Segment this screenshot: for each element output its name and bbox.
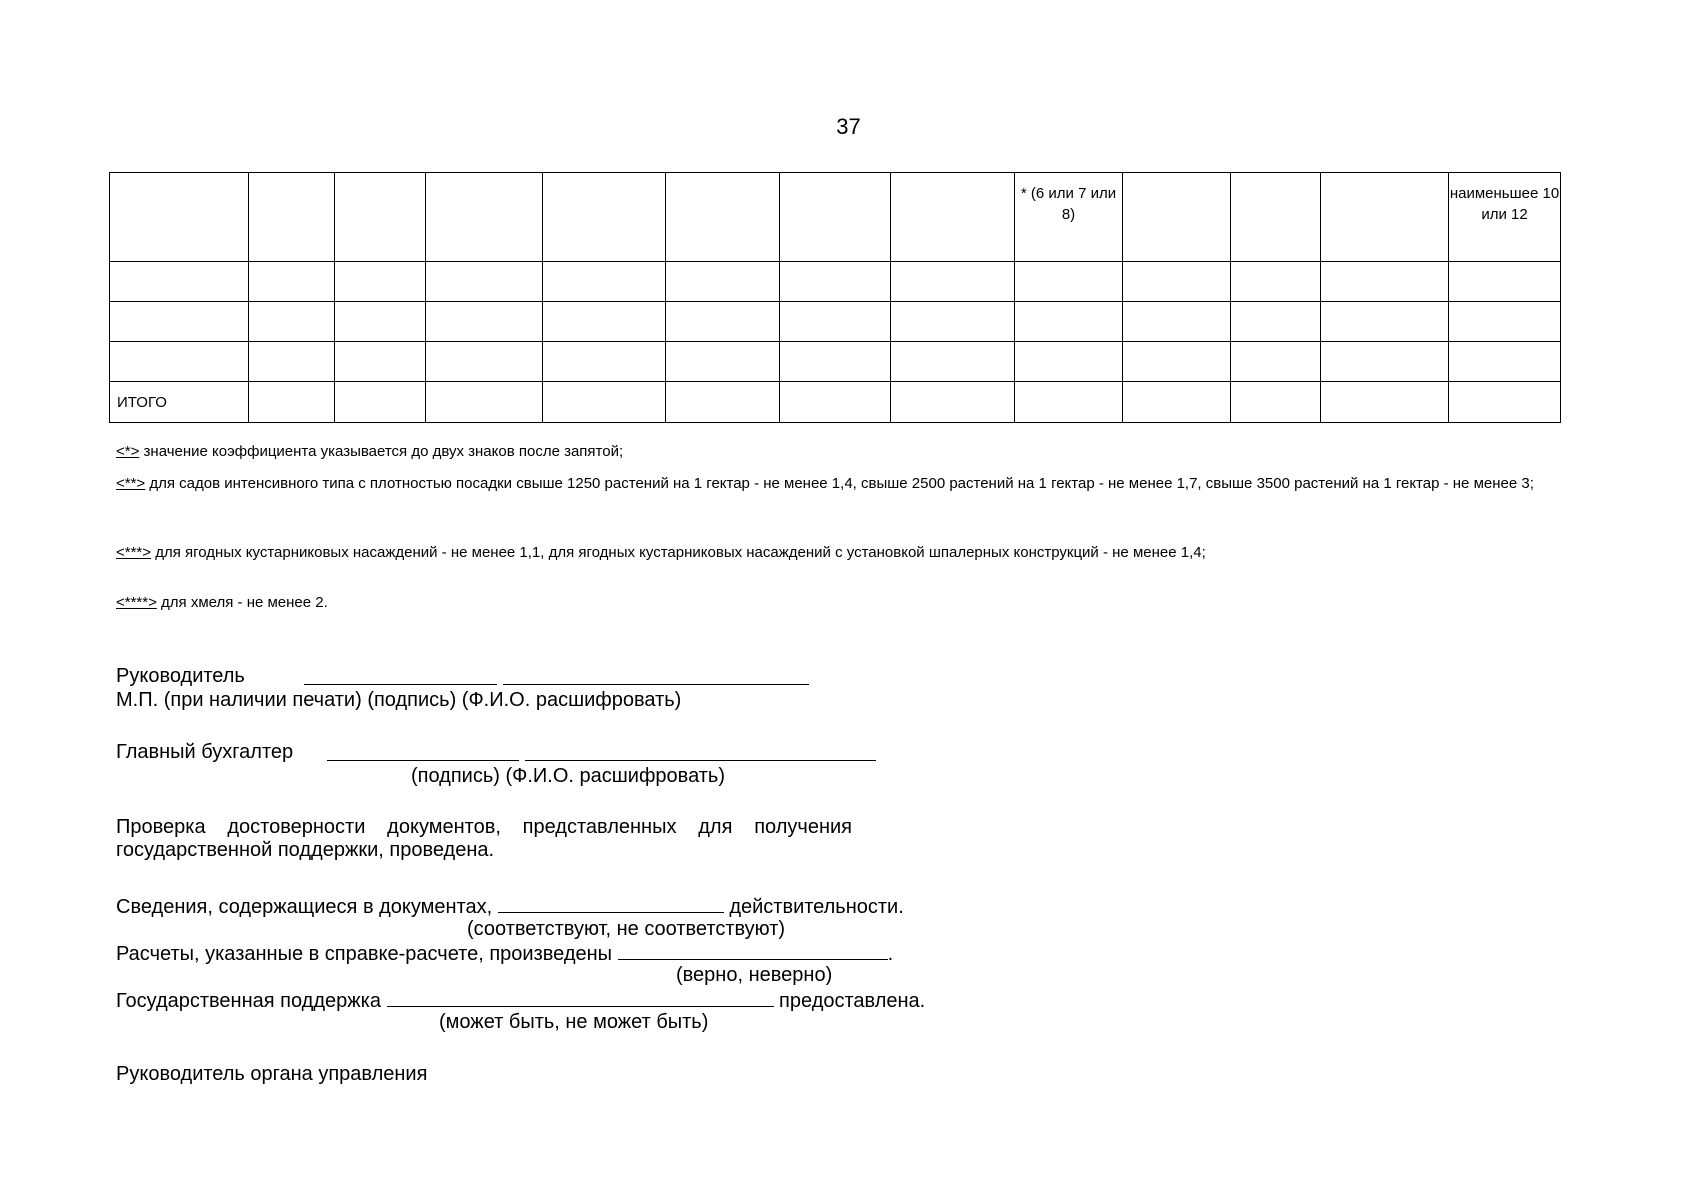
- table-cell[interactable]: [426, 382, 543, 423]
- table-cell[interactable]: [1015, 262, 1123, 302]
- footnote-text: для садов интенсивного типа с плотностью посадки свыше 1250 растений на 1 гектар - не менее 1,4, свыше 2500 растений на 1 гектар - не менее 1,7, свыше 3500 растений на 1 гектар - не менее 3;: [145, 475, 1534, 492]
- table-cell[interactable]: [666, 302, 780, 342]
- table-cell[interactable]: [1449, 302, 1561, 342]
- table-cell[interactable]: [1123, 342, 1231, 382]
- calc-prefix: Расчеты, указанные в справке-расчете, произведены: [116, 943, 618, 965]
- table-row: [110, 302, 1561, 342]
- table-cell[interactable]: [543, 302, 666, 342]
- table-cell[interactable]: [426, 262, 543, 302]
- table-cell[interactable]: [891, 302, 1015, 342]
- page-number: 37: [836, 114, 861, 139]
- table-cell[interactable]: [249, 342, 335, 382]
- info-prefix: Сведения, содержащиеся в документах,: [116, 896, 498, 918]
- head-label: Руководитель: [116, 665, 245, 687]
- table-cell[interactable]: [543, 342, 666, 382]
- table-cell: [249, 173, 335, 262]
- footnote-text: значение коэффициента указывается до двух знаков после запятой;: [139, 443, 624, 460]
- info-caption: (соответствуют, не соответствуют): [467, 918, 786, 940]
- info-blank[interactable]: [498, 893, 724, 913]
- support-caption: (может быть, не может быть): [439, 1011, 709, 1033]
- table-cell[interactable]: [1123, 302, 1231, 342]
- table-cell[interactable]: [249, 302, 335, 342]
- table-cell[interactable]: [1321, 342, 1449, 382]
- table-cell: [110, 173, 249, 262]
- calculation-table: [109, 172, 1561, 423]
- table-cell[interactable]: [110, 302, 249, 342]
- table-cell[interactable]: [666, 262, 780, 302]
- table-cell[interactable]: [426, 342, 543, 382]
- table-cell[interactable]: [891, 262, 1015, 302]
- table-cell: [335, 173, 426, 262]
- footnote-text: для хмеля - не менее 2.: [156, 594, 328, 611]
- table-cell: [666, 173, 780, 262]
- footnote-marker[interactable]: <***>: [116, 544, 152, 561]
- support-suffix: предоставлена.: [773, 990, 926, 1012]
- table-row: [110, 342, 1561, 382]
- table-cell[interactable]: [110, 262, 249, 302]
- table-cell: [891, 173, 1015, 262]
- table-cell[interactable]: [335, 342, 426, 382]
- footnote-marker[interactable]: <*>: [116, 443, 140, 460]
- table-cell[interactable]: [335, 382, 426, 423]
- footnote-marker[interactable]: <**>: [116, 475, 146, 492]
- accountant-caption: (подпись) (Ф.И.О. расшифровать): [411, 765, 725, 787]
- accountant-signature-line[interactable]: [327, 760, 519, 761]
- table-cell[interactable]: [1321, 382, 1449, 423]
- head-name-line[interactable]: [503, 684, 809, 685]
- calc-caption: (верно, неверно): [676, 964, 833, 986]
- table-cell[interactable]: [666, 342, 780, 382]
- table-cell[interactable]: [1231, 262, 1321, 302]
- head-signature-line[interactable]: [304, 684, 497, 685]
- table-total-row: [110, 382, 1561, 423]
- table-cell[interactable]: [1321, 302, 1449, 342]
- table-cell[interactable]: [1231, 342, 1321, 382]
- accountant-name-line[interactable]: [525, 760, 876, 761]
- table-cell[interactable]: [1015, 302, 1123, 342]
- table-cell: [426, 173, 543, 262]
- table-cell[interactable]: [891, 382, 1015, 423]
- table-cell: [1231, 173, 1321, 262]
- footnote-3: [116, 543, 1596, 562]
- table-cell[interactable]: [249, 262, 335, 302]
- info-line: [116, 893, 904, 919]
- table-cell[interactable]: [1231, 302, 1321, 342]
- calc-blank[interactable]: [618, 940, 888, 960]
- table-cell[interactable]: [1123, 262, 1231, 302]
- footnote-marker[interactable]: <****>: [116, 594, 157, 611]
- table-cell[interactable]: [1449, 342, 1561, 382]
- support-prefix: Государственная поддержка: [116, 990, 387, 1012]
- table-cell[interactable]: [1449, 382, 1561, 423]
- footnote-1: [116, 442, 1596, 461]
- table-cell[interactable]: [249, 382, 335, 423]
- table-cell: [1123, 173, 1231, 262]
- table-cell: [780, 173, 891, 262]
- head-caption: М.П. (при наличии печати) (подпись) (Ф.И.О. расшифровать): [116, 689, 682, 711]
- authority-head-label: Руководитель органа управления: [116, 1063, 428, 1085]
- header-cell-minimum: наименьшее 10 или 12: [1449, 173, 1561, 262]
- accountant-label: Главный бухгалтер: [116, 741, 294, 763]
- table-cell[interactable]: [335, 262, 426, 302]
- table-cell[interactable]: [780, 342, 891, 382]
- table-cell[interactable]: [891, 342, 1015, 382]
- table-cell[interactable]: [1015, 342, 1123, 382]
- footnote-4: [116, 593, 1596, 612]
- table-cell[interactable]: [780, 382, 891, 423]
- info-suffix: действительности.: [723, 896, 904, 918]
- table-cell[interactable]: [543, 262, 666, 302]
- table-cell[interactable]: [1231, 382, 1321, 423]
- table-cell[interactable]: [1015, 382, 1123, 423]
- table-cell[interactable]: [1321, 262, 1449, 302]
- table-row: [110, 262, 1561, 302]
- table-cell[interactable]: [543, 382, 666, 423]
- calc-suffix: .: [887, 943, 894, 965]
- footnote-text: для ягодных кустарниковых насаждений - не менее 1,1, для ягодных кустарниковых насаждений с установкой шпалерных конструкций - не менее 1,4;: [151, 544, 1206, 561]
- table-cell[interactable]: [335, 302, 426, 342]
- footnote-2: [116, 474, 1596, 493]
- total-label: ИТОГО: [110, 382, 249, 423]
- table-cell[interactable]: [1123, 382, 1231, 423]
- table-cell[interactable]: [666, 382, 780, 423]
- table-cell: [1321, 173, 1449, 262]
- table-cell[interactable]: [426, 302, 543, 342]
- verification-paragraph: Проверка достоверности документов, представленных для получения государственной поддержки, проведена.: [116, 816, 852, 861]
- table-cell[interactable]: [1449, 262, 1561, 302]
- table-header-row: [110, 173, 1561, 262]
- table-cell[interactable]: [780, 262, 891, 302]
- support-blank[interactable]: [387, 987, 774, 1007]
- header-cell-formula: * (6 или 7 или 8): [1015, 173, 1123, 262]
- table-cell: [543, 173, 666, 262]
- table-cell[interactable]: [110, 342, 249, 382]
- table-cell[interactable]: [780, 302, 891, 342]
